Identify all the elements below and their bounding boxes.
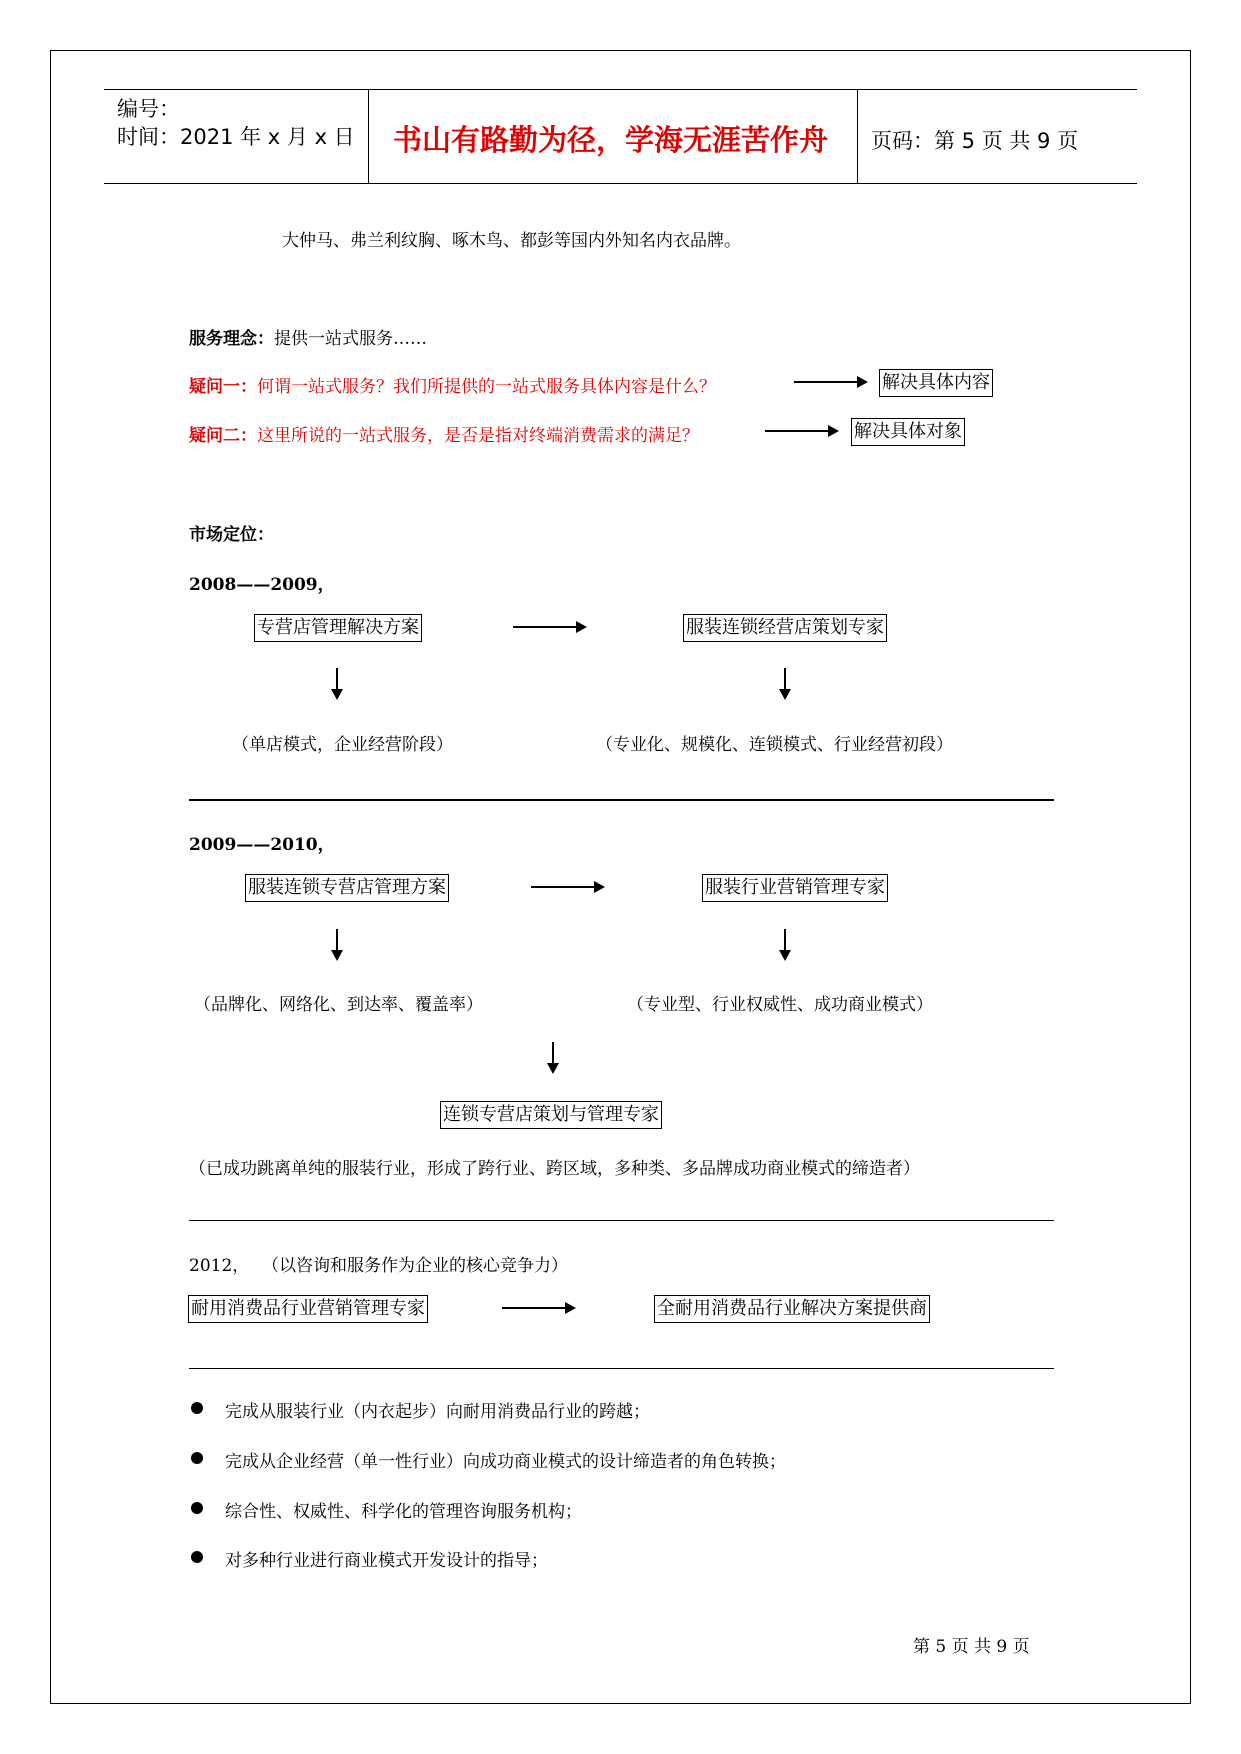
serial-label: 编号：: [117, 97, 180, 121]
section-divider: [189, 1368, 1054, 1369]
right-arrow-icon: [531, 886, 603, 888]
right-arrow-icon: [765, 430, 837, 432]
stage-note: （专业化、规模化、连锁模式、行业经营初段）: [596, 735, 953, 755]
bullet-icon: [191, 1502, 203, 1514]
answer-box: 解决具体内容: [879, 369, 993, 397]
stage-box: 连锁专营店策划与管理专家: [440, 1101, 662, 1129]
down-arrow-icon: [784, 668, 786, 698]
down-arrow-icon: [552, 1042, 554, 1072]
list-item: 完成从服装行业（内衣起步）向耐用消费品行业的跨越；: [225, 1402, 650, 1422]
right-arrow-icon: [513, 626, 585, 628]
footer-page-number: 第 5 页 共 9 页: [913, 1637, 1030, 1657]
answer-box: 解决具体对象: [851, 418, 965, 446]
stage-box: 服装连锁专营店管理方案: [245, 874, 449, 902]
section-divider: [189, 799, 1054, 801]
intro-line: 大仲马、弗兰利纹胸、啄木鸟、都彭等国内外知名内衣品牌。: [282, 231, 741, 251]
header-divider: [857, 89, 858, 183]
stage-box: 专营店管理解决方案: [254, 614, 422, 642]
stage-note: （专业型、行业权威性、成功商业模式）: [627, 995, 933, 1015]
question-label: 疑问二：: [189, 426, 257, 446]
stage-period: 2008——2009，: [189, 575, 335, 595]
service-text: 提供一站式服务……: [274, 329, 427, 349]
header-bottom-rule: [104, 183, 1137, 184]
stage-box: 服装行业营销管理专家: [702, 874, 888, 902]
stage-period: 2009——2010，: [189, 835, 335, 855]
header-motto: 书山有路勤为径，学海无涯苦作舟: [393, 123, 829, 157]
header-top-rule: [104, 89, 1137, 90]
list-item: 对多种行业进行商业模式开发设计的指导；: [225, 1551, 548, 1571]
stage-period: 2012，: [189, 1256, 250, 1276]
service-label: 服务理念：: [189, 329, 274, 349]
bullet-icon: [191, 1551, 203, 1563]
header-divider: [368, 89, 369, 183]
down-arrow-icon: [336, 668, 338, 698]
stage-note: （品牌化、网络化、到达率、覆盖率）: [194, 995, 483, 1015]
question-text: 这里所说的一站式服务，是否是指对终端消费需求的满足？: [257, 426, 699, 446]
market-label: 市场定位：: [189, 525, 274, 545]
stage-note: （单店模式，企业经营阶段）: [232, 735, 453, 755]
bullet-icon: [191, 1452, 203, 1464]
stage-box: 全耐用消费品行业解决方案提供商: [654, 1295, 930, 1323]
stage-box: 耐用消费品行业营销管理专家: [188, 1295, 428, 1323]
section-divider: [189, 1220, 1054, 1221]
question-row: [189, 421, 699, 446]
down-arrow-icon: [336, 929, 338, 959]
question-row: [189, 372, 716, 397]
list-item: 综合性、权威性、科学化的管理咨询服务机构；: [225, 1502, 582, 1522]
stage-note: （已成功跳离单纯的服装行业，形成了跨行业、跨区域，多种类、多品牌成功商业模式的缔造者）: [189, 1159, 920, 1179]
bullet-icon: [191, 1402, 203, 1414]
question-text: 何谓一站式服务？我们所提供的一站式服务具体内容是什么？: [257, 377, 716, 397]
time-label: 时间：2021 年 x 月 x 日: [117, 125, 355, 149]
right-arrow-icon: [502, 1307, 574, 1309]
page-label: 页码：第 5 页 共 9 页: [871, 129, 1079, 153]
list-item: 完成从企业经营（单一性行业）向成功商业模式的设计缔造者的角色转换；: [225, 1452, 786, 1472]
service-row: [189, 324, 427, 349]
question-label: 疑问一：: [189, 377, 257, 397]
right-arrow-icon: [794, 381, 866, 383]
core-note: （以咨询和服务作为企业的核心竞争力）: [262, 1256, 568, 1276]
down-arrow-icon: [784, 929, 786, 959]
stage-box: 服装连锁经营店策划专家: [683, 614, 887, 642]
